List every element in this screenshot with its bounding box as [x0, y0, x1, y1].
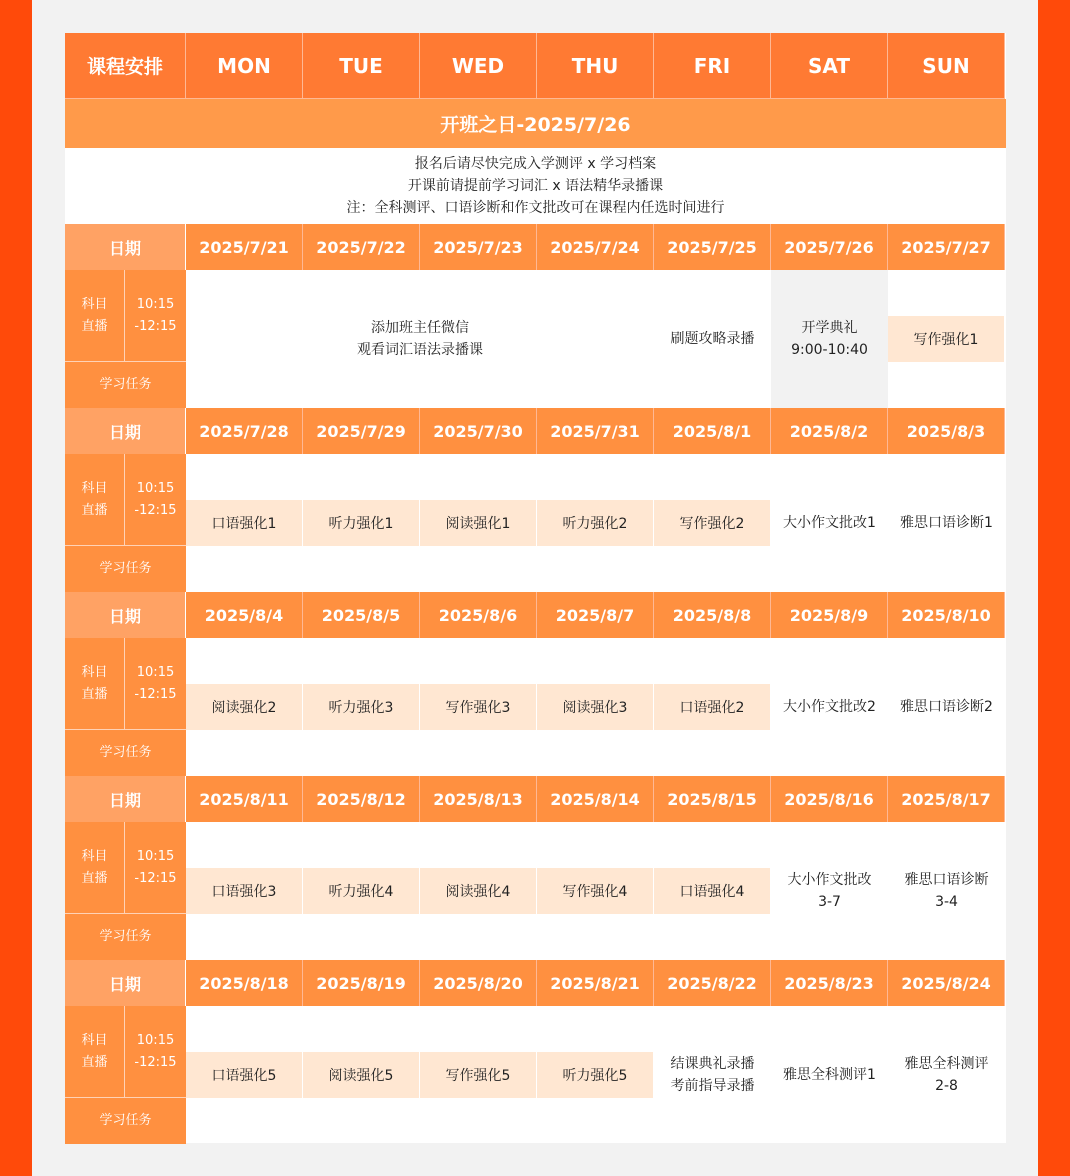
- week-3-task-cell: 听力强化3: [303, 684, 420, 730]
- week-2-date-label: 日期: [65, 408, 186, 454]
- week-3-subject-live-label: [65, 638, 125, 730]
- week-2-subject-live-label-line: 科目: [81, 480, 108, 496]
- week-5-fri-task-line: 结课典礼录播: [670, 1056, 755, 1072]
- week-4-sun-task-line: 3-4: [935, 894, 958, 910]
- week-1-date: 2025/7/25: [654, 224, 771, 270]
- week-3-task-label: 学习任务: [65, 730, 186, 776]
- week-4-subject-live-label: [65, 822, 125, 914]
- week-3-task-cell: 写作强化3: [420, 684, 537, 730]
- week-5-task-cell: 口语强化5: [186, 1052, 303, 1098]
- week-5-task-cell: 听力强化5: [537, 1052, 654, 1098]
- week-3-date: 2025/8/5: [303, 592, 420, 638]
- week-5-live-time-line: -12:15: [134, 1054, 177, 1070]
- week-4-date-label: 日期: [65, 776, 186, 822]
- week-2-task-cell: 口语强化1: [186, 500, 303, 546]
- week-3-live-time-line: 10:15: [136, 664, 175, 680]
- week-3-live-time: [125, 638, 186, 730]
- week-1-fri-task-line: 刷题攻略录播: [670, 331, 755, 347]
- week-3-task-cell: 阅读强化2: [186, 684, 303, 730]
- week-2-date: 2025/8/1: [654, 408, 771, 454]
- week-2-date: 2025/7/29: [303, 408, 420, 454]
- week-1-subject-live-label-line: 科目: [81, 296, 108, 312]
- header-day-wed: WED: [420, 33, 537, 99]
- week-4-date: 2025/8/12: [303, 776, 420, 822]
- week-3-date: 2025/8/7: [537, 592, 654, 638]
- week-1-subject-live-label-line: 直播: [81, 318, 108, 334]
- week-3-live-time-line: -12:15: [134, 686, 177, 702]
- week-2-date: 2025/7/28: [186, 408, 303, 454]
- week-4-task-cell: 阅读强化4: [420, 868, 537, 914]
- week-5-fri-task: [654, 1006, 771, 1144]
- week-5-sun-task-line: 雅思全科测评: [904, 1056, 989, 1072]
- week-3-date: 2025/8/6: [420, 592, 537, 638]
- week-1-date: 2025/7/21: [186, 224, 303, 270]
- week-3-date: 2025/8/10: [888, 592, 1005, 638]
- week-4-date: 2025/8/17: [888, 776, 1005, 822]
- header-day-thu: THU: [537, 33, 654, 99]
- week-5-date: 2025/8/19: [303, 960, 420, 1006]
- week-4-date: 2025/8/11: [186, 776, 303, 822]
- week-3-task-cell: 口语强化2: [654, 684, 771, 730]
- week-1-sat-ceremony-line: 9:00-10:40: [791, 342, 868, 358]
- week-5-date: 2025/8/23: [771, 960, 888, 1006]
- week-1-merged-note-line: 添加班主任微信: [371, 320, 469, 336]
- week-2-subject-live-label: [65, 454, 125, 546]
- week-2-sun-task-line: 雅思口语诊断1: [900, 515, 993, 531]
- week-2-date: 2025/8/2: [771, 408, 888, 454]
- week-1-live-time-line: 10:15: [136, 296, 175, 312]
- week-1-date: 2025/7/24: [537, 224, 654, 270]
- week-4-date: 2025/8/13: [420, 776, 537, 822]
- week-5-subject-live-label-line: 科目: [81, 1032, 108, 1048]
- week-1-sat-ceremony: [771, 270, 888, 408]
- week-5-sun-task: [888, 1006, 1005, 1144]
- week-1-date: 2025/7/22: [303, 224, 420, 270]
- week-2-sat-task: [771, 454, 888, 592]
- week-5-date: 2025/8/21: [537, 960, 654, 1006]
- week-2-date: 2025/7/31: [537, 408, 654, 454]
- week-4-live-time-line: -12:15: [134, 870, 177, 886]
- week-1-live-time: [125, 270, 186, 362]
- header-day-sat: SAT: [771, 33, 888, 99]
- week-5-task-cell: 写作强化5: [420, 1052, 537, 1098]
- week-2-task-cell: 听力强化1: [303, 500, 420, 546]
- week-3-sat-task-line: 大小作文批改2: [783, 699, 876, 715]
- opening-banner: 开班之日-2025/7/26: [65, 99, 1006, 148]
- week-3-subject-live-label-line: 科目: [81, 664, 108, 680]
- week-5-sat-task: [771, 1006, 888, 1144]
- week-4-task-cell: 写作强化4: [537, 868, 654, 914]
- week-4-date: 2025/8/15: [654, 776, 771, 822]
- week-4-task-cell: 口语强化3: [186, 868, 303, 914]
- week-2-live-time-line: -12:15: [134, 502, 177, 518]
- notes-block: [65, 148, 1006, 224]
- week-3-subject-live-label-line: 直播: [81, 686, 108, 702]
- week-5-live-time: [125, 1006, 186, 1098]
- week-5-sun-task-line: 2-8: [935, 1078, 958, 1094]
- week-2-subject-live-label-line: 直播: [81, 502, 108, 518]
- week-5-date: 2025/8/22: [654, 960, 771, 1006]
- course-schedule-table: [65, 33, 1006, 1143]
- week-5-live-time-line: 10:15: [136, 1032, 175, 1048]
- week-4-live-time-line: 10:15: [136, 848, 175, 864]
- week-5-sat-task-line: 雅思全科测评1: [783, 1067, 876, 1083]
- week-1-sun-task: 写作强化1: [888, 316, 1005, 362]
- right-orange-border: [1038, 0, 1070, 1176]
- week-2-task-cell: 听力强化2: [537, 500, 654, 546]
- week-1-date-label: 日期: [65, 224, 186, 270]
- week-1-merged-note-line: 观看词汇语法录播课: [357, 342, 483, 358]
- week-5-subject-live-label: [65, 1006, 125, 1098]
- week-2-date: 2025/8/3: [888, 408, 1005, 454]
- week-5-fri-task-line: 考前指导录播: [670, 1078, 755, 1094]
- week-4-live-time: [125, 822, 186, 914]
- week-4-sun-task: [888, 822, 1005, 960]
- week-2-task-cell: 阅读强化1: [420, 500, 537, 546]
- week-1-live-time-line: -12:15: [134, 318, 177, 334]
- week-1-sat-ceremony-line: 开学典礼: [801, 320, 858, 336]
- week-1-subject-live-label: [65, 270, 125, 362]
- week-5-date: 2025/8/18: [186, 960, 303, 1006]
- week-4-subject-live-label-line: 直播: [81, 870, 108, 886]
- week-2-date: 2025/7/30: [420, 408, 537, 454]
- week-5-date: 2025/8/20: [420, 960, 537, 1006]
- header-day-fri: FRI: [654, 33, 771, 99]
- week-5-date: 2025/8/24: [888, 960, 1005, 1006]
- header-corner: 课程安排: [65, 33, 186, 99]
- left-orange-border: [0, 0, 32, 1176]
- week-4-sat-task-line: 大小作文批改: [787, 872, 872, 888]
- week-4-task-cell: 听力强化4: [303, 868, 420, 914]
- week-2-task-cell: 写作强化2: [654, 500, 771, 546]
- week-3-date: 2025/8/9: [771, 592, 888, 638]
- week-2-task-label: 学习任务: [65, 546, 186, 592]
- week-5-task-label: 学习任务: [65, 1098, 186, 1144]
- week-3-date: 2025/8/4: [186, 592, 303, 638]
- header-day-tue: TUE: [303, 33, 420, 99]
- week-3-sat-task: [771, 638, 888, 776]
- week-5-date-label: 日期: [65, 960, 186, 1006]
- week-4-date: 2025/8/16: [771, 776, 888, 822]
- week-3-date-label: 日期: [65, 592, 186, 638]
- week-1-date: 2025/7/26: [771, 224, 888, 270]
- week-2-sun-task: [888, 454, 1005, 592]
- notes-block-line: 报名后请尽快完成入学测评 x 学习档案: [414, 156, 657, 172]
- week-3-sun-task-line: 雅思口语诊断2: [900, 699, 993, 715]
- header-day-mon: MON: [186, 33, 303, 99]
- week-2-live-time: [125, 454, 186, 546]
- week-2-sat-task-line: 大小作文批改1: [783, 515, 876, 531]
- week-2-live-time-line: 10:15: [136, 480, 175, 496]
- week-4-date: 2025/8/14: [537, 776, 654, 822]
- week-4-subject-live-label-line: 科目: [81, 848, 108, 864]
- notes-block-line: 开课前请提前学习词汇 x 语法精华录播课: [407, 178, 664, 194]
- week-1-date: 2025/7/23: [420, 224, 537, 270]
- week-4-task-cell: 口语强化4: [654, 868, 771, 914]
- week-5-subject-live-label-line: 直播: [81, 1054, 108, 1070]
- week-4-sat-task-line: 3-7: [818, 894, 841, 910]
- header-day-sun: SUN: [888, 33, 1005, 99]
- week-1-date: 2025/7/27: [888, 224, 1005, 270]
- week-1-task-label: 学习任务: [65, 362, 186, 408]
- week-1-fri-task: [654, 270, 771, 408]
- week-3-date: 2025/8/8: [654, 592, 771, 638]
- week-3-sun-task: [888, 638, 1005, 776]
- week-4-task-label: 学习任务: [65, 914, 186, 960]
- notes-block-line: 注：全科测评、口语诊断和作文批改可在课程内任选时间进行: [346, 200, 725, 216]
- week-4-sat-task: [771, 822, 888, 960]
- week-4-sun-task-line: 雅思口语诊断: [904, 872, 989, 888]
- week-3-task-cell: 阅读强化3: [537, 684, 654, 730]
- week-1-merged-note: [186, 270, 654, 408]
- week-5-task-cell: 阅读强化5: [303, 1052, 420, 1098]
